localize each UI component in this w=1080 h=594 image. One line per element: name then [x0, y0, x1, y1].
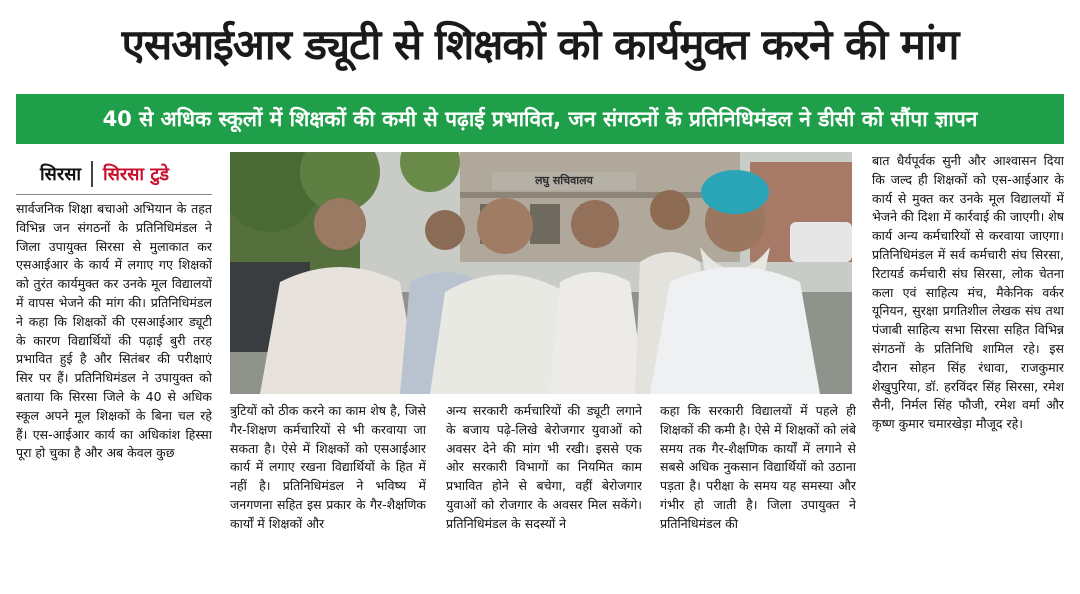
dateline-brand: सिरसा टुडे — [103, 164, 170, 185]
dateline-city: सिरसा — [40, 164, 82, 185]
article-column-5: बात धैर्यपूर्वक सुनी और आश्वासन दिया कि जल्द ही शिक्षकों को एस-आईआर के कार्य से मुक्त कर उनके मूल विद्यालयों में भेजने की दिशा में कार्रवाई की जाएगी। शेष कार्य अन्य कर्मचारियों से करवाया जाएगा। प्रतिनिधिमंडल में सर्व कर्मचारी संघ सिरसा, रिटायर्ड कर्मचारी संघ सिरसा, लोक चेतना कला एवं साहित्य मंच, मैकेनिक वर्कर यूनियन, सुरक्षा प्रगतिशील लेखक संघ तथा पंजाबी साहित्य सभा सिरसा सहित विभिन्न संगठनों के प्रतिनिधि शामिल रहे। इस दौरान सोहन सिंह रंधावा, राजकुमार शेखुपुरिया, डॉ. हरविंदर सिंह सिरसा, रमेश सैनी, निर्मल सिंह फौजी, रमेश वर्मा और कृष्ण कुमार चमारखेड़ा मौजूद रहे। — [872, 153, 1064, 432]
dateline-separator — [91, 161, 93, 187]
article-column-4: कहा कि सरकारी विद्यालयों में पहले ही शिक्षकों की कमी है। ऐसे में शिक्षकों को लंबे समय तक गैर-शैक्षणिक कार्यों में लगाने से सबसे अधिक नुकसान विद्यार्थियों को उठाना पड़ता है। परीक्षा के समय यह समस्या और गंभीर हो जाती है। जिला उपायुक्त ने प्रतिनिधिमंडल की — [660, 403, 856, 531]
article-column-2: त्रुटियों को ठीक करने का काम शेष है, जिसे गैर-शिक्षण कर्मचारियों से भी करवाया जा सकता है। ऐसे में शिक्षकों को एसआईआर कार्य में लगाए रखना विद्यार्थियों के हित में नहीं है। प्रतिनिधिमंडल ने भविष्य में जनगणना सहित इस प्रकार के गैर-शैक्षणिक कार्यों में शिक्षकों और — [230, 403, 426, 531]
article-column-3: अन्य सरकारी कर्मचारियों की ड्यूटी लगाने के बजाय पढ़े-लिखे बेरोजगार युवाओं को अवसर देने की मांग भी रखी। इससे एक ओर सरकारी विभागों का नियमित काम प्रभावित होने से बचेगा, वहीं बेरोजगार युवाओं को रोजगार के अवसर मिल सकेंगे। प्रतिनिधिमंडल के सदस्यों ने — [446, 403, 642, 531]
subheadline-banner: 40 से अधिक स्कूलों में शिक्षकों की कमी से पढ़ाई प्रभावित, जन संगठनों के प्रतिनिधिमंडल ने डीसी को सौंपा ज्ञापन — [16, 94, 1064, 144]
headline: एसआईआर ड्यूटी से शिक्षकों को कार्यमुक्त करने की मांग — [121, 20, 959, 69]
dateline — [40, 156, 169, 192]
news-photo — [230, 152, 852, 394]
secretariat-signboard: लघु सचिवालय — [492, 172, 636, 190]
article-column-1: सार्वजनिक शिक्षा बचाओ अभियान के तहत विभिन्न जन संगठनों के प्रतिनिधिमंडल ने जिला उपायुक्त सिरसा से मुलाकात कर एसआईआर के कार्य में लगाए गए शिक्षकों को तुरंत कार्यमुक्त कर उनके मूल विद्यालयों में वापस भेजने की मांग की। प्रतिनिधिमंडल ने कहा कि शिक्षकों की एसआईआर ड्यूटी के कारण विद्यार्थियों की पढ़ाई बुरी तरह प्रभावित हुई है और सितंबर की परीक्षाएं सिर पर हैं। प्रतिनिधिमंडल ने उपायुक्त को बताया कि सिरसा जिले के 40 से अधिक स्कूल अपने मूल शिक्षकों के बिना चल रहे हैं। एस-आईआर कार्य का अधिकांश हिस्सा पूरा हो चुका है और अब केवल कुछ — [16, 201, 212, 461]
dateline-rule — [16, 194, 212, 195]
